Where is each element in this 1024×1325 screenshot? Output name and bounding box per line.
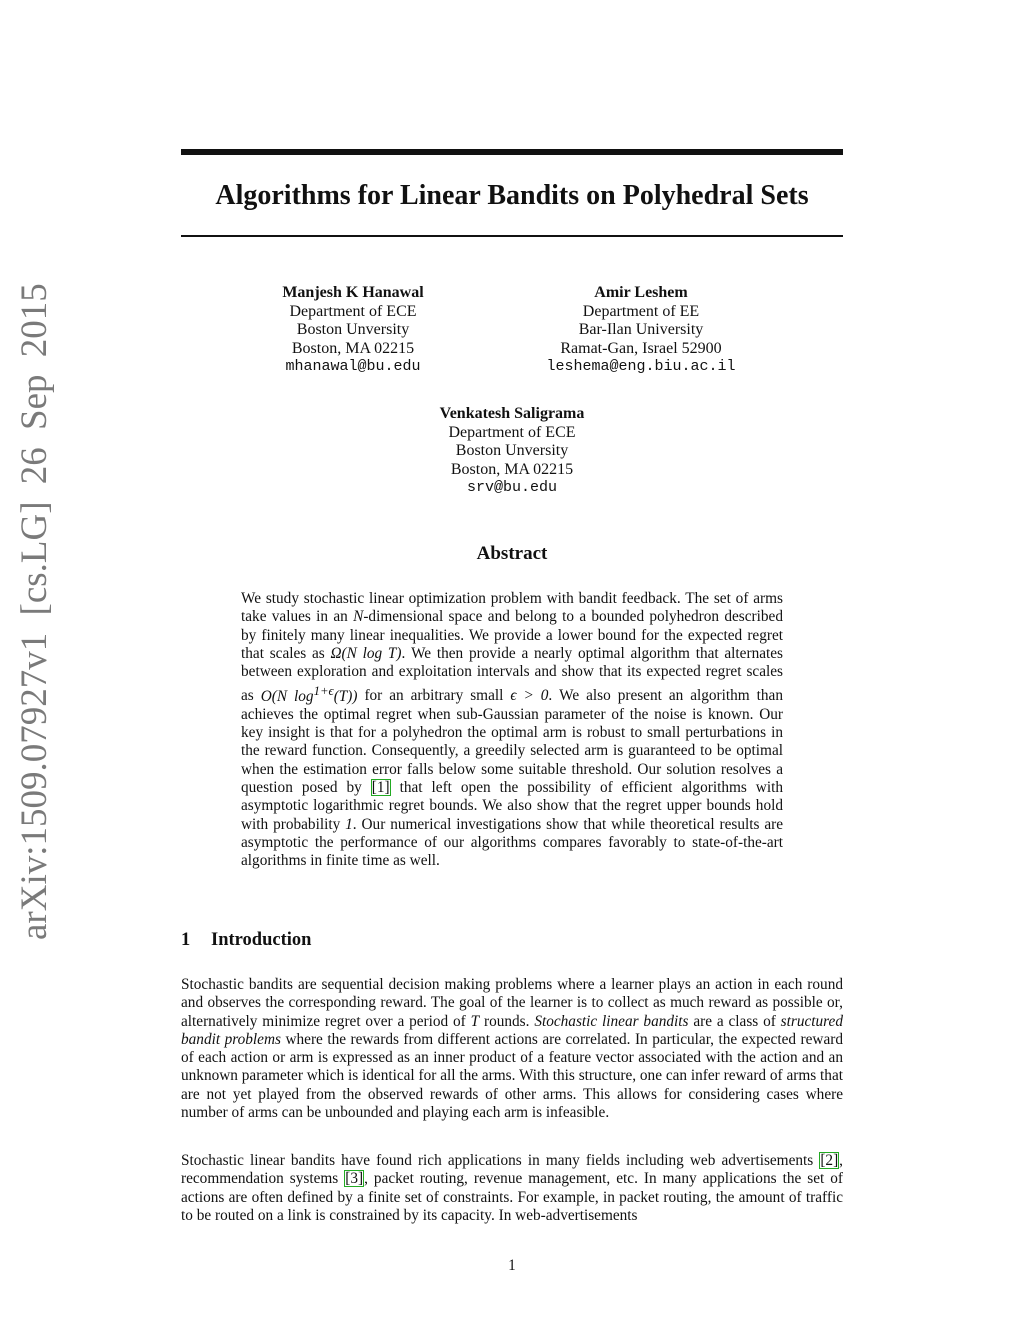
- math-upper-bound-base: O(N log: [260, 687, 314, 705]
- paragraph-segment: where the rewards from different actions are correlated. In particular, the expected reward of each action or arm is expressed as an inner product of a feature vector associated with the action and an unknown parameter which is identical for all the arms. With this structure, one can infer reward of arms that are not yet played from the observed rewards of other arms. This allows for considering cases where number of arms can be unbounded and playing each arm is infeasible.: [181, 1030, 843, 1122]
- intro-paragraph-1: [181, 976, 843, 1122]
- abstract-segment: We study stochastic linear optimization problem with bandit feedback. The set of arms take values in an: [241, 590, 783, 626]
- paragraph-segment: rounds.: [479, 1012, 535, 1030]
- math-variable: T: [470, 1012, 480, 1030]
- author-name: Manjesh K Hanawal: [282, 284, 424, 301]
- abstract-segment: that left open the possibility of efficient algorithms with asymptotic logarithmic regret bounds. We also show that the regret upper bounds hold with probability: [241, 779, 784, 833]
- author-email[interactable]: srv@bu.edu: [466, 479, 557, 497]
- abstract-segment: . We also present an algorithm than achieves the optimal regret when sub-Gaussian parameter of the noise is known. Our key insight is that for a polyhedron the optimal arm is robust to small perturbations in the reward function. Consequently, a greedily selected arm is guaranteed to be optimal when the estimation error falls below some suitable threshold. Our solution resolves a question posed by: [241, 687, 783, 797]
- author-department: Department of ECE: [289, 302, 417, 320]
- paragraph-segment: Stochastic linear bandits have found rich applications in many fields including web advertisements: [181, 1152, 820, 1169]
- abstract-segment: . Our numerical investigations show that while theoretical results are asymptotic the performance of our algorithms compares favorably to state-of-the-art algorithms in finite time as well.: [241, 815, 783, 870]
- math-upper-bound: [260, 683, 358, 705]
- math-upper-bound-exponent: 1+ϵ: [313, 683, 334, 698]
- page-number: 1: [508, 1257, 516, 1274]
- abstract-heading: Abstract: [476, 543, 548, 564]
- math-upper-bound-tail: (T)): [333, 687, 358, 705]
- emphasis-term: structured bandit problems: [181, 1012, 843, 1048]
- math-probability: 1: [345, 815, 353, 833]
- abstract-segment: for an arbitrary small: [357, 687, 511, 705]
- author-email[interactable]: leshema@eng.biu.ac.il: [546, 358, 736, 376]
- citation-link[interactable]: [3]: [345, 1170, 364, 1188]
- title-top-rule: [181, 149, 843, 155]
- author-block-2: [526, 284, 756, 377]
- author-address: Boston, MA 02215: [291, 339, 415, 357]
- emphasis-term: Stochastic linear bandits: [534, 1012, 689, 1030]
- author-department: Department of EE: [582, 302, 700, 320]
- author-institution: Boston Unversity: [296, 321, 410, 339]
- abstract-segment: . We then provide a nearly optimal algorithm that alternates between exploration and exploitation intervals and show that its expected regret scales as: [241, 644, 783, 705]
- math-lower-bound: Ω(N log T): [330, 644, 402, 662]
- citation-link[interactable]: [2]: [820, 1152, 839, 1169]
- math-variable: N: [353, 608, 364, 626]
- math-epsilon: ϵ > 0: [510, 687, 549, 705]
- author-address: Boston, MA 02215: [450, 460, 574, 478]
- author-block-3: [392, 405, 632, 498]
- author-address: Ramat-Gan, Israel 52900: [560, 339, 722, 357]
- paragraph-segment: , packet routing, revenue management, etc. In many applications the set of actions are often defined by a finite set of constraints. For example, in packet routing, the amount of traffic to be routed on a link is constrained by its capacity. In web-advertisements: [181, 1170, 843, 1224]
- section-heading-introduction: [181, 930, 311, 951]
- author-institution: Bar-Ilan University: [578, 321, 704, 339]
- section-title: Introduction: [211, 930, 312, 950]
- arxiv-identifier: arXiv:1509.07927v1 [cs.LG] 26 Sep 2015: [14, 283, 55, 940]
- paragraph-segment: , recommendation systems: [181, 1152, 843, 1188]
- paragraph-segment: are a class of: [688, 1012, 781, 1030]
- citation-link[interactable]: [1]: [371, 779, 390, 797]
- section-number: 1: [181, 930, 191, 950]
- paragraph-segment: Stochastic bandits are sequential decision making problems where a learner plays an action in each round and observes the corresponding reward. The goal of the learner is to collect as much reward as possible or, alternatively minimize regret over a period of: [181, 976, 843, 1030]
- title-bottom-rule: [181, 235, 843, 237]
- author-name: Amir Leshem: [594, 284, 688, 301]
- author-institution: Boston Unversity: [455, 442, 569, 460]
- author-name: Venkatesh Saligrama: [439, 405, 585, 422]
- author-block-1: [243, 284, 463, 377]
- abstract-text: [241, 590, 783, 871]
- paper-title: Algorithms for Linear Bandits on Polyhedral Sets: [215, 180, 809, 211]
- author-department: Department of ECE: [448, 423, 576, 441]
- author-email[interactable]: mhanawal@bu.edu: [285, 358, 421, 376]
- abstract-segment: -dimensional space and belong to a bounded polyhedron described by finitely many linear inequalities. We provide a lower bound for the expected regret that scales as: [241, 608, 783, 662]
- intro-paragraph-2: [181, 1152, 843, 1225]
